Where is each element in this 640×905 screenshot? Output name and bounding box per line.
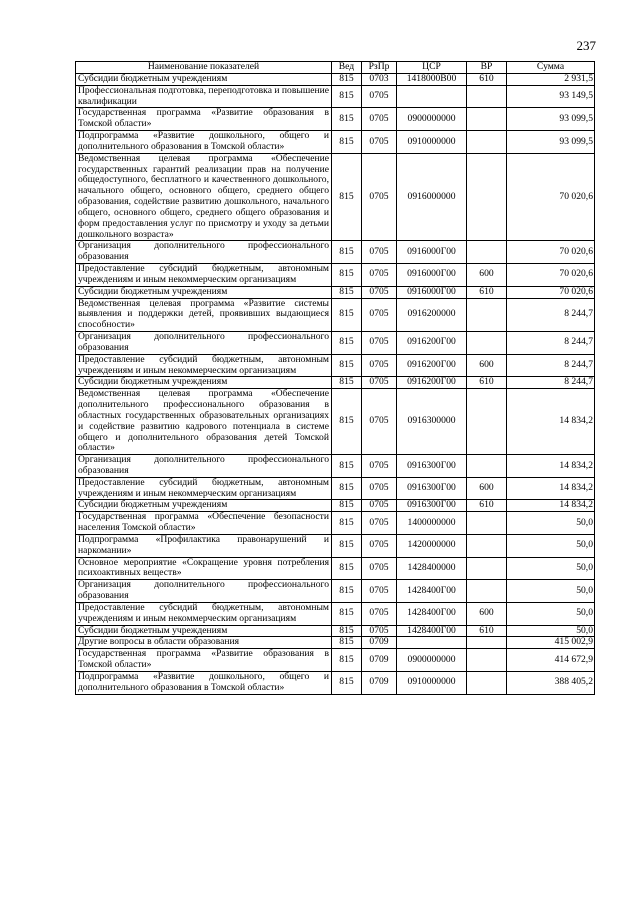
cell-csr: 0916300Г00 [397, 477, 467, 500]
cell-name: Субсидии бюджетным учреждениям [76, 286, 332, 298]
cell-csr: 0916200Г00 [397, 332, 467, 355]
cell-csr: 0916200Г00 [397, 354, 467, 377]
table-row [76, 389, 595, 455]
header-row [76, 62, 595, 74]
cell-csr: 0916300Г00 [397, 455, 467, 478]
cell-vr: 610 [467, 74, 507, 86]
cell-vr: 610 [467, 500, 507, 512]
cell-vr [467, 298, 507, 331]
table-body [76, 74, 595, 695]
table-row [76, 74, 595, 86]
cell-name: Ведомственная целевая программа «Развитие системы выявления и поддержки детей, проявивших выдающиеся способности» [76, 298, 332, 331]
cell-csr [397, 637, 467, 649]
header-rzpr: РзПр [362, 62, 397, 74]
cell-rzpr: 0705 [362, 512, 397, 535]
cell-name: Организация дополнительного профессионального образования [76, 332, 332, 355]
cell-rzpr: 0705 [362, 455, 397, 478]
table-row [76, 85, 595, 108]
budget-table [75, 61, 595, 695]
cell-sum: 8 244,7 [507, 377, 595, 389]
cell-name: Ведомственная целевая программа «Обеспечение государственных гарантий реализации прав на получение общедоступного, бесплатного и качественного дошкольного, начального общего, основного общего, среднего общего образования, содействие развитию дошкольного, начального общего, основного общего, среднего общего образования и форм предоставления услуг по присмотру и уходу за детьми дошкольного возраста» [76, 153, 332, 241]
cell-name: Субсидии бюджетным учреждениям [76, 74, 332, 86]
cell-ved: 815 [332, 477, 362, 500]
table-row [76, 534, 595, 557]
cell-sum: 50,0 [507, 602, 595, 625]
cell-rzpr: 0705 [362, 286, 397, 298]
cell-name: Субсидии бюджетным учреждениям [76, 500, 332, 512]
page-number: 237 [576, 38, 596, 53]
table-row [76, 354, 595, 377]
cell-sum: 414 672,9 [507, 649, 595, 672]
cell-ved: 815 [332, 557, 362, 580]
table-row [76, 477, 595, 500]
cell-sum: 93 099,5 [507, 108, 595, 131]
cell-name: Предоставление субсидий бюджетным, автономным учреждениям и иным некоммерческим организациям [76, 602, 332, 625]
cell-sum: 8 244,7 [507, 298, 595, 331]
cell-csr: 0916300Г00 [397, 500, 467, 512]
cell-sum: 8 244,7 [507, 332, 595, 355]
cell-ved: 815 [332, 131, 362, 154]
cell-ved: 815 [332, 649, 362, 672]
cell-vr [467, 671, 507, 694]
cell-ved: 815 [332, 298, 362, 331]
cell-ved: 815 [332, 264, 362, 287]
cell-rzpr: 0705 [362, 264, 397, 287]
cell-csr: 0916000Г00 [397, 286, 467, 298]
cell-sum: 8 244,7 [507, 354, 595, 377]
cell-rzpr: 0705 [362, 131, 397, 154]
cell-csr: 0916000Г00 [397, 264, 467, 287]
cell-name: Субсидии бюджетным учреждениям [76, 625, 332, 637]
cell-csr: 1428400Г00 [397, 580, 467, 603]
cell-name: Подпрограмма «Развитие дошкольного, общего и дополнительного образования в Томской области» [76, 131, 332, 154]
cell-rzpr: 0705 [362, 500, 397, 512]
cell-rzpr: 0705 [362, 85, 397, 108]
cell-ved: 815 [332, 671, 362, 694]
table-row [76, 286, 595, 298]
cell-rzpr: 0709 [362, 671, 397, 694]
header-sum: Сумма [507, 62, 595, 74]
table-row [76, 649, 595, 672]
cell-name: Предоставление субсидий бюджетным, автономным учреждениям и иным некоммерческим организациям [76, 477, 332, 500]
cell-csr: 1428400Г00 [397, 602, 467, 625]
table-row [76, 377, 595, 389]
cell-csr: 0900000000 [397, 649, 467, 672]
cell-name: Государственная программа «Развитие образования в Томской области» [76, 649, 332, 672]
cell-vr [467, 649, 507, 672]
table-row [76, 671, 595, 694]
table-row [76, 455, 595, 478]
cell-ved: 815 [332, 332, 362, 355]
cell-vr: 610 [467, 625, 507, 637]
cell-ved: 815 [332, 580, 362, 603]
cell-ved: 815 [332, 512, 362, 535]
cell-csr: 0916200Г00 [397, 377, 467, 389]
cell-sum: 415 002,9 [507, 637, 595, 649]
table-row [76, 557, 595, 580]
table-row [76, 153, 595, 241]
cell-sum: 70 020,6 [507, 264, 595, 287]
cell-rzpr: 0705 [362, 580, 397, 603]
cell-csr: 0910000000 [397, 671, 467, 694]
table-row [76, 637, 595, 649]
cell-vr: 600 [467, 477, 507, 500]
table-row [76, 625, 595, 637]
cell-sum: 70 020,6 [507, 241, 595, 264]
cell-rzpr: 0705 [362, 557, 397, 580]
cell-name: Основное мероприятие «Сокращение уровня потребления психоактивных веществ» [76, 557, 332, 580]
cell-sum: 388 405,2 [507, 671, 595, 694]
cell-name: Организация дополнительного профессионального образования [76, 580, 332, 603]
cell-rzpr: 0709 [362, 637, 397, 649]
cell-rzpr: 0705 [362, 534, 397, 557]
cell-csr: 1400000000 [397, 512, 467, 535]
table-row [76, 108, 595, 131]
cell-name: Профессиональная подготовка, переподготовка и повышение квалификации [76, 85, 332, 108]
cell-name: Подпрограмма «Развитие дошкольного, общего и дополнительного образования в Томской области» [76, 671, 332, 694]
cell-csr: 0916000Г00 [397, 241, 467, 264]
cell-rzpr: 0705 [362, 389, 397, 455]
cell-sum: 14 834,2 [507, 389, 595, 455]
cell-rzpr: 0705 [362, 377, 397, 389]
cell-ved: 815 [332, 286, 362, 298]
cell-vr [467, 637, 507, 649]
cell-ved: 815 [332, 377, 362, 389]
cell-csr: 0916300000 [397, 389, 467, 455]
header-csr: ЦСР [397, 62, 467, 74]
cell-rzpr: 0705 [362, 625, 397, 637]
header-name: Наименование показателей [76, 62, 332, 74]
cell-ved: 815 [332, 534, 362, 557]
cell-name: Другие вопросы в области образования [76, 637, 332, 649]
cell-rzpr: 0705 [362, 602, 397, 625]
cell-sum: 50,0 [507, 512, 595, 535]
cell-sum: 70 020,6 [507, 153, 595, 241]
cell-sum: 50,0 [507, 625, 595, 637]
cell-name: Ведомственная целевая программа «Обеспечение дополнительного профессионального образования в областных государственных образовательных организациях и содействие развитию кадрового потенциала в системе общего и дополнительного образования детей Томской области» [76, 389, 332, 455]
cell-vr [467, 455, 507, 478]
cell-sum: 93 149,5 [507, 85, 595, 108]
cell-vr [467, 580, 507, 603]
table-row [76, 131, 595, 154]
cell-ved: 815 [332, 108, 362, 131]
cell-vr: 600 [467, 264, 507, 287]
cell-vr [467, 512, 507, 535]
table-row [76, 512, 595, 535]
table-row [76, 241, 595, 264]
cell-vr [467, 241, 507, 264]
cell-ved: 815 [332, 74, 362, 86]
cell-ved: 815 [332, 85, 362, 108]
cell-name: Государственная программа «Обеспечение безопасности населения Томской области» [76, 512, 332, 535]
table-row [76, 602, 595, 625]
cell-sum: 93 099,5 [507, 131, 595, 154]
header-ved: Вед [332, 62, 362, 74]
cell-name: Предоставление субсидий бюджетным, автономным учреждениям и иным некоммерческим организациям [76, 354, 332, 377]
cell-vr [467, 332, 507, 355]
cell-sum: 50,0 [507, 557, 595, 580]
cell-name: Подпрограмма «Профилактика правонарушений и наркомании» [76, 534, 332, 557]
cell-ved: 815 [332, 389, 362, 455]
cell-csr: 1428400Г00 [397, 625, 467, 637]
cell-rzpr: 0705 [362, 153, 397, 241]
cell-rzpr: 0703 [362, 74, 397, 86]
cell-sum: 50,0 [507, 580, 595, 603]
cell-sum: 14 834,2 [507, 477, 595, 500]
cell-sum: 50,0 [507, 534, 595, 557]
cell-rzpr: 0705 [362, 332, 397, 355]
cell-csr: 0916200000 [397, 298, 467, 331]
cell-vr [467, 85, 507, 108]
cell-ved: 815 [332, 354, 362, 377]
cell-sum: 14 834,2 [507, 455, 595, 478]
table-row [76, 332, 595, 355]
cell-name: Государственная программа «Развитие образования в Томской области» [76, 108, 332, 131]
cell-vr [467, 389, 507, 455]
cell-name: Предоставление субсидий бюджетным, автономным учреждениям и иным некоммерческим организациям [76, 264, 332, 287]
cell-vr: 600 [467, 354, 507, 377]
table-row [76, 500, 595, 512]
cell-rzpr: 0705 [362, 298, 397, 331]
cell-ved: 815 [332, 500, 362, 512]
cell-rzpr: 0709 [362, 649, 397, 672]
cell-name: Организация дополнительного профессионального образования [76, 455, 332, 478]
cell-ved: 815 [332, 455, 362, 478]
cell-ved: 815 [332, 602, 362, 625]
cell-sum: 70 020,6 [507, 286, 595, 298]
cell-ved: 815 [332, 637, 362, 649]
cell-csr: 0916000000 [397, 153, 467, 241]
cell-csr: 1418000В00 [397, 74, 467, 86]
table-row [76, 580, 595, 603]
cell-vr [467, 108, 507, 131]
cell-sum: 14 834,2 [507, 500, 595, 512]
cell-csr: 1420000000 [397, 534, 467, 557]
cell-rzpr: 0705 [362, 477, 397, 500]
cell-vr [467, 557, 507, 580]
cell-csr [397, 85, 467, 108]
cell-csr: 0900000000 [397, 108, 467, 131]
cell-name: Организация дополнительного профессионального образования [76, 241, 332, 264]
cell-rzpr: 0705 [362, 241, 397, 264]
header-vr: ВР [467, 62, 507, 74]
table-row [76, 298, 595, 331]
cell-rzpr: 0705 [362, 354, 397, 377]
cell-ved: 815 [332, 153, 362, 241]
cell-ved: 815 [332, 241, 362, 264]
cell-vr: 600 [467, 602, 507, 625]
cell-csr: 0910000000 [397, 131, 467, 154]
cell-vr [467, 534, 507, 557]
cell-vr: 610 [467, 286, 507, 298]
cell-vr [467, 131, 507, 154]
cell-rzpr: 0705 [362, 108, 397, 131]
table-header [76, 62, 595, 74]
cell-ved: 815 [332, 625, 362, 637]
cell-csr: 1428400000 [397, 557, 467, 580]
cell-name: Субсидии бюджетным учреждениям [76, 377, 332, 389]
table-row [76, 264, 595, 287]
cell-sum: 2 931,5 [507, 74, 595, 86]
cell-vr: 610 [467, 377, 507, 389]
cell-vr [467, 153, 507, 241]
